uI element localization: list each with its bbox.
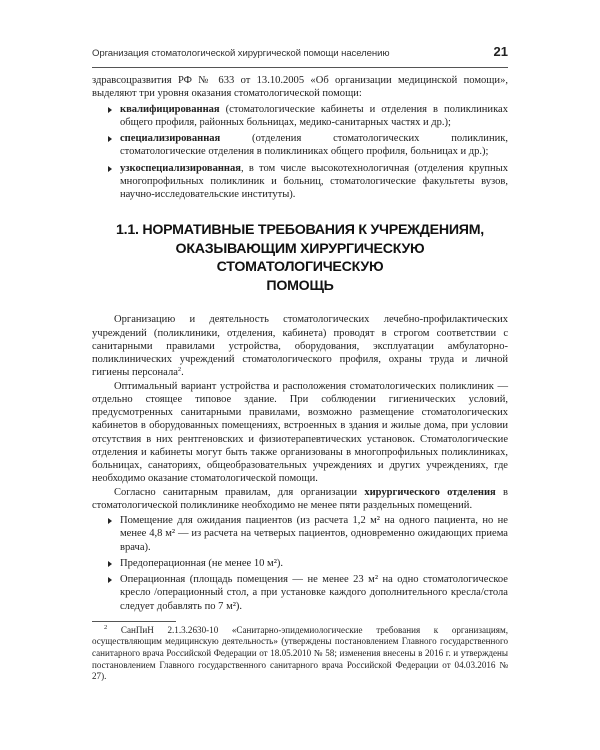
body-paragraph [92,313,508,379]
care-level-description: , в том числе высокотехнологичная (отделения крупных многопрофильных поликлиник и больниц, стоматологические факультеты вузов, научно-исследовательские институты). [120,162,508,200]
footnote-marker: 2 [104,623,108,631]
page-body [92,74,508,683]
paragraph-end: . [181,367,184,379]
section-heading-line: ПОМОЩЬ [266,277,334,294]
paragraph-text: Согласно санитарным правилам, для организации [114,486,365,498]
intro-paragraph: здравсоцразвития РФ № 633 от 13.10.2005 «Об организации медицинской помощи», выделяют три уровня оказания стоматологической помощи: [92,75,508,100]
care-level-item [120,132,508,159]
section-heading-line: 1.1. НОРМАТИВНЫЕ ТРЕБОВАНИЯ К УЧРЕЖДЕНИЯМ, [116,222,484,239]
room-item: Предоперационная (не менее 10 м²). [120,557,508,570]
care-level-item [120,103,508,130]
paragraph-text: Организацию и деятельность стоматологических лечебно-профилактических учреждений (поликлиники, отделения, кабинета) проводят в строгом соответствии с санитарными правилами устройства, оборудования, эксплуатации амбулаторно-поликлинических учреждений стоматологического профиля, охраны труда и личной гигиены персонала [92,314,508,379]
care-levels-list [92,103,508,202]
room-item: Операционная (площадь помещения — не менее 23 м² на одно стоматологическое кресло /операционный стол, а при установке каждого дополнительного кресла/стола следует добавлять по 7 м²). [120,574,508,612]
care-level-term: специализированная [120,133,221,144]
footnote [92,625,508,683]
footnote-rule [92,621,176,622]
body-paragraph [92,486,508,513]
running-head-title: Организация стоматологической хирургической помощи населению [92,48,390,59]
paragraph-text: в стоматологической поликлинике необходимо не менее пяти раздельных помещений. [92,486,508,511]
footnote-text: СанПиН 2.1.3.2630-10 «Санитарно-эпидемиологические требования к организациям, осуществляющим медицинскую деятельность» (утверждены постановлением Главного государственного санитарного врача Российской Федерации от 18.05.2010 № 58; изменения внесены в 2016 г. и утверждены постановлением Главного государственного санитарного врача Российской Федерации от 04.03.2016 № 27). [92,624,508,682]
care-level-term: узкоспециализированная [120,162,241,174]
room-item: Помещение для ожидания пациентов (из расчета 1,2 м² на одного пациента, но не менее 4,8 м² — из расчета на четверых пациентов, одновременно ожидающих приема врача). [120,515,508,553]
section-heading-line: ОКАЗЫВАЮЩИМ ХИРУРГИЧЕСКУЮ СТОМАТОЛОГИЧЕСКУЮ [175,240,425,276]
body-paragraph: Оптимальный вариант устройства и расположения стоматологических поликлиник — отдельно стоящее типовое здание. При соблюдении гигиенических условий, предусмотренных санитарными правилами, возможно размещение стоматологических кабинетов в оборудованных помещениях, встроенных в здания и жилые дома, при условии отсутствия в них рентгеновских и физиотерапевтических установок. Стоматологические отделения и кабинеты могут быть также организованы в многопрофильных поликлиниках, больницах, санаториях, общеобразовательных учреждениях и других учреждениях, где необходимо оказание стоматологической помощи. [92,380,508,485]
page-number: 21 [493,44,508,59]
care-level-item [120,162,508,202]
running-head-rule [92,67,508,68]
footnote-reference: 2 [177,366,182,374]
care-level-description: (отделения стоматологических поликлиник, стоматологические отделения в поликлиниках общего профиля, больницах и др.); [120,133,508,158]
section-heading [92,221,508,295]
care-level-term: квалифицированная [120,103,220,115]
care-level-description: (стоматологические кабинеты и отделения в поликлиниках общего профиля, районных больницах, медико-санитарных частях и др.); [120,103,508,128]
rooms-list [92,514,508,613]
emphasis-text: хирургического отделения [364,486,496,498]
running-head [92,44,508,66]
